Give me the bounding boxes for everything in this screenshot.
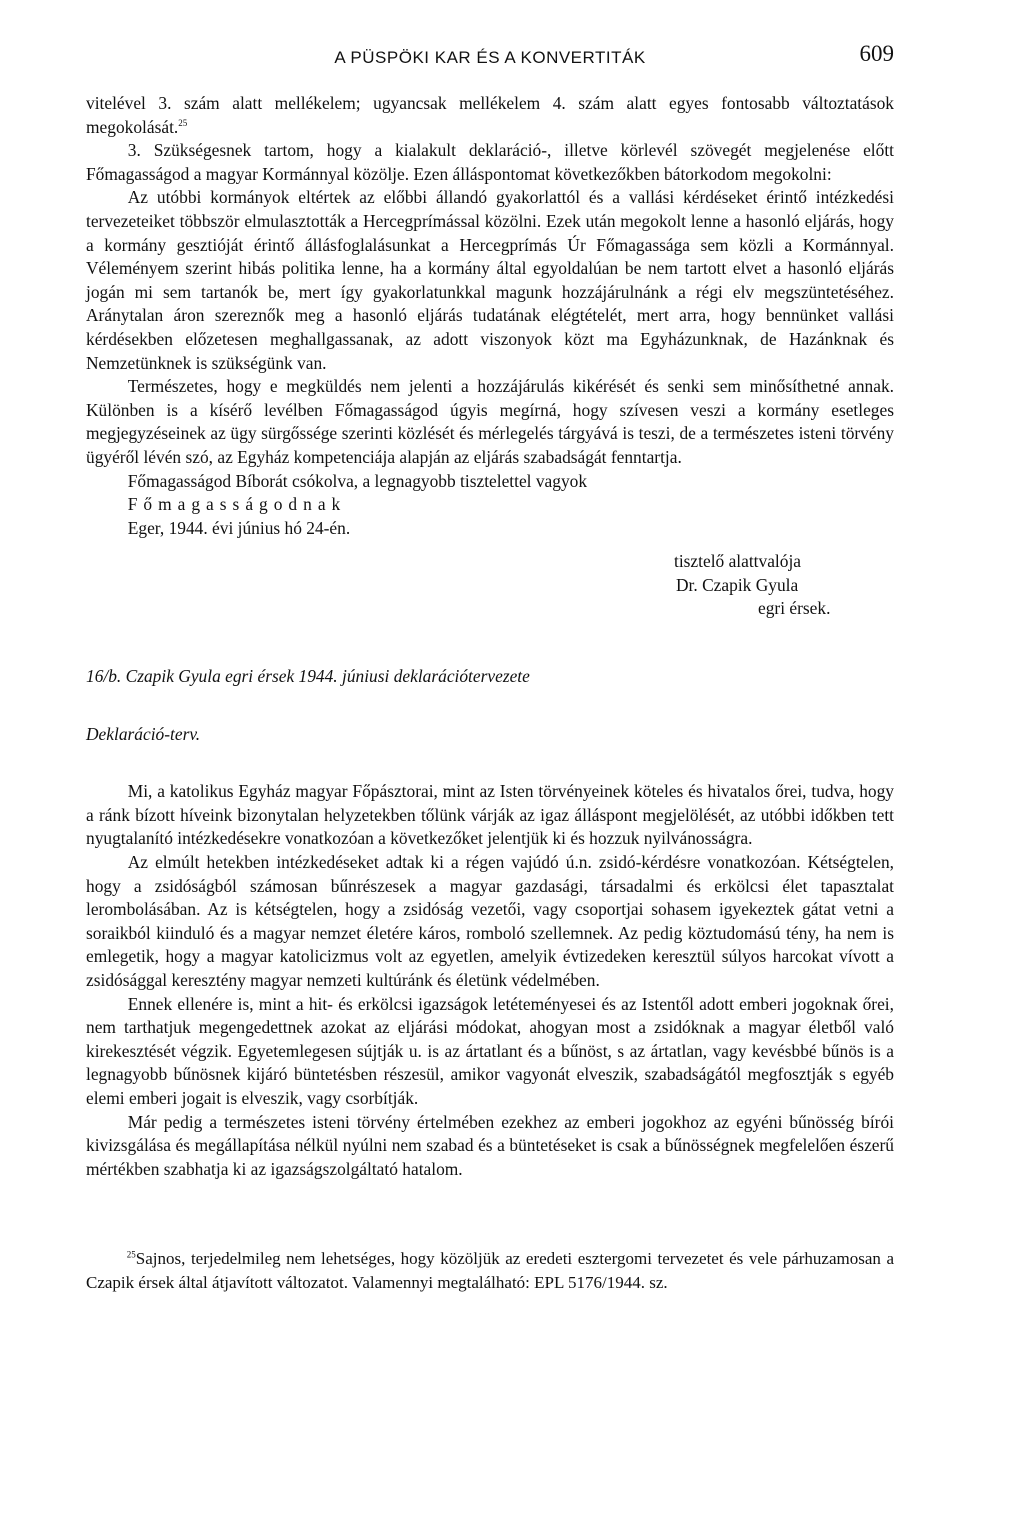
signature-line-1: tisztelő alattvalója — [674, 551, 801, 572]
footnote-mark: 25 — [126, 1249, 136, 1260]
footnote-text: Sajnos, terjedelmileg nem lehetséges, hogy közöljük az eredeti esztergomi tervezetet és vele párhuzamosan a Czapik érsek által átjavított változatot. Valamennyi megtalálható: EPL 5176/1944. sz. — [86, 1249, 894, 1293]
letter-closing-addressee: Főmagasságodnak — [127, 494, 347, 515]
running-head: A PÜSPÖKI KAR ÉS A KONVERTITÁK — [334, 48, 646, 67]
letter-paragraph-4: Természetes, hogy e megküldés nem jelenti a hozzájárulás kikérését és senki sem minősíthetné annak. Különben is a kísérő levélben Főmagasságod úgyis megírná, hogy szívesen veszi a kormány esetleges megjegyzéseinek az ügy sürgőssége szerinti közlését és mérlegelés tárgyává is teszi, de a természetes isteni törvény ügyéről lévén szó, az Egyház kompetenciája alapján az eljárás szabadságát fenntartja. — [86, 376, 894, 467]
letter-paragraph-3: Az utóbbi kormányok eltértek az előbbi állandó gyakorlattól és a vallási kérdéseket érintő intézkedési tervezeteiket többször elmulasztották a Hercegprímással közölni. Ezek után megokolt lenne a hasonló eljárás, hogy a kormány gesztióját érintő állásfoglalásunkat a Hercegprímás Úr Főmagassága sem közli a Kormánnyal. Véleményem szerint hibás politika lenne, ha a kormány által egyoldalúan be nem tartott elvet a hasonló eljárás jogán mi sem tartanók be, mert így gyakorlatunkkal magunk hozzájárulnánk a régi elv megszüntetéséhez. Aránytalan áron szereznők meg a hasonló eljárás tudatának elégtételét, mert arra, hogy bennünket vallási kérdésekben előzetesen meghallgassanak, az adott viszonyok közt ma Egyházunknak, de Hazánknak és Nemzetünknek is szükségünk van. — [86, 187, 894, 373]
letter-place-date: Eger, 1944. évi június hó 24-én. — [127, 517, 351, 538]
section-subtitle: Deklaráció-terv. — [86, 723, 201, 744]
letter-paragraph-1 — [86, 92, 894, 139]
declaration-paragraph-3: Ennek ellenére is, mint a hit- és erkölcsi igazságok letéteményesei és az Istentől adott emberi jogoknak őrei, nem tarthatjuk megengedettnek azokat az eljárási módokat, ahogyan most a zsidóknak a magyar életből való kirekesztését végzik. Egyetemlegesen sújtják u. is az ártatlant és a bűnöst, s az ártatlan, vagy kevésbbé bűnös is a legnagyobb bűnösnek kijáró büntetésben részesül, amikor vagyonát elveszik, szabadságától megfosztják s egyéb elemi emberi jogait is elveszik, vagy csorbítják. — [86, 993, 894, 1108]
document-page — [86, 40, 894, 1295]
footnote-reference[interactable]: 25 — [178, 117, 188, 128]
signature-line-3: egri érsek. — [758, 598, 831, 619]
section-title: 16/b. Czapik Gyula egri érsek 1944. júniusi deklarációtervezete — [86, 666, 530, 687]
declaration-paragraph-4: Már pedig a természetes isteni törvény értelmében ezekhez az emberi jogokhoz az egyéni bűnösség bírói kivizsgálása és megállapítása nélkül nyúlni nem szabad és a büntetéseket is csak a bűnösségnek megfelelően észerű mértékben szabhatja ki az igazságszolgáltató hatalom. — [86, 1111, 894, 1179]
declaration-paragraph-1: Mi, a katolikus Egyház magyar Főpásztorai, mint az Isten törvényeinek köteles és hivatalos őrei, tudva, hogy a ránk bízott híveink bizonytalan helyzetekben tőlünk várják az igaz álláspont megjelölését, az utóbbi időkben tett nyugtalanító intézkedésekre vonatkozóan a következőket jelentjük ki és hozzuk nyilvánosságra. — [86, 781, 894, 849]
signature-line-2: Dr. Czapik Gyula — [676, 574, 799, 595]
letter-paragraph-2: 3. Szükségesnek tartom, hogy a kialakult deklaráció-, illetve körlevél szövegét megjelenése előtt Főmagasságod a magyar Kormánnyal közölje. Ezen álláspontomat következőkben bátorkodom megokolni: — [86, 140, 894, 184]
page-header — [86, 40, 894, 76]
signature-block — [646, 550, 844, 621]
letter-paragraph-1-text: vitelével 3. szám alatt mellékelem; ugyancsak mellékelem 4. szám alatt egyes fontosabb változtatások megokolását. — [86, 93, 894, 137]
letter-closing: Főmagasságod Bíborát csókolva, a legnagyobb tisztelettel vagyok — [127, 470, 588, 491]
page-number: 609 — [859, 41, 894, 66]
declaration-body — [86, 780, 894, 1181]
declaration-paragraph-2: Az elmúlt hetekben intézkedéseket adtak ki a régen vajúdó ú.n. zsidó-kérdésre vonatkozóan. Kétségtelen, hogy a zsidóságból számosan bűnrészesek a magyar gazdasági, társadalmi és erkölcsi élet tapasztalat lerombolásában. Az is kétségtelen, hogy a zsidóság vezetői, vagy csoportjai sohasem igyekeztek gátat vetni a soraikból kiinduló és a magyar nemzet életére káros, romboló szellemnek. Az pedig köztudomású tény, ha nem is emlegetik, hogy a magyar katolicizmus volt az egyetlen, amelyik évtizedeken keresztül súlyos harcokat vívott a zsidósággal keresztény magyar nemzeti kultúránk és életünk védelmében. — [86, 852, 894, 990]
footnote — [86, 1247, 894, 1295]
